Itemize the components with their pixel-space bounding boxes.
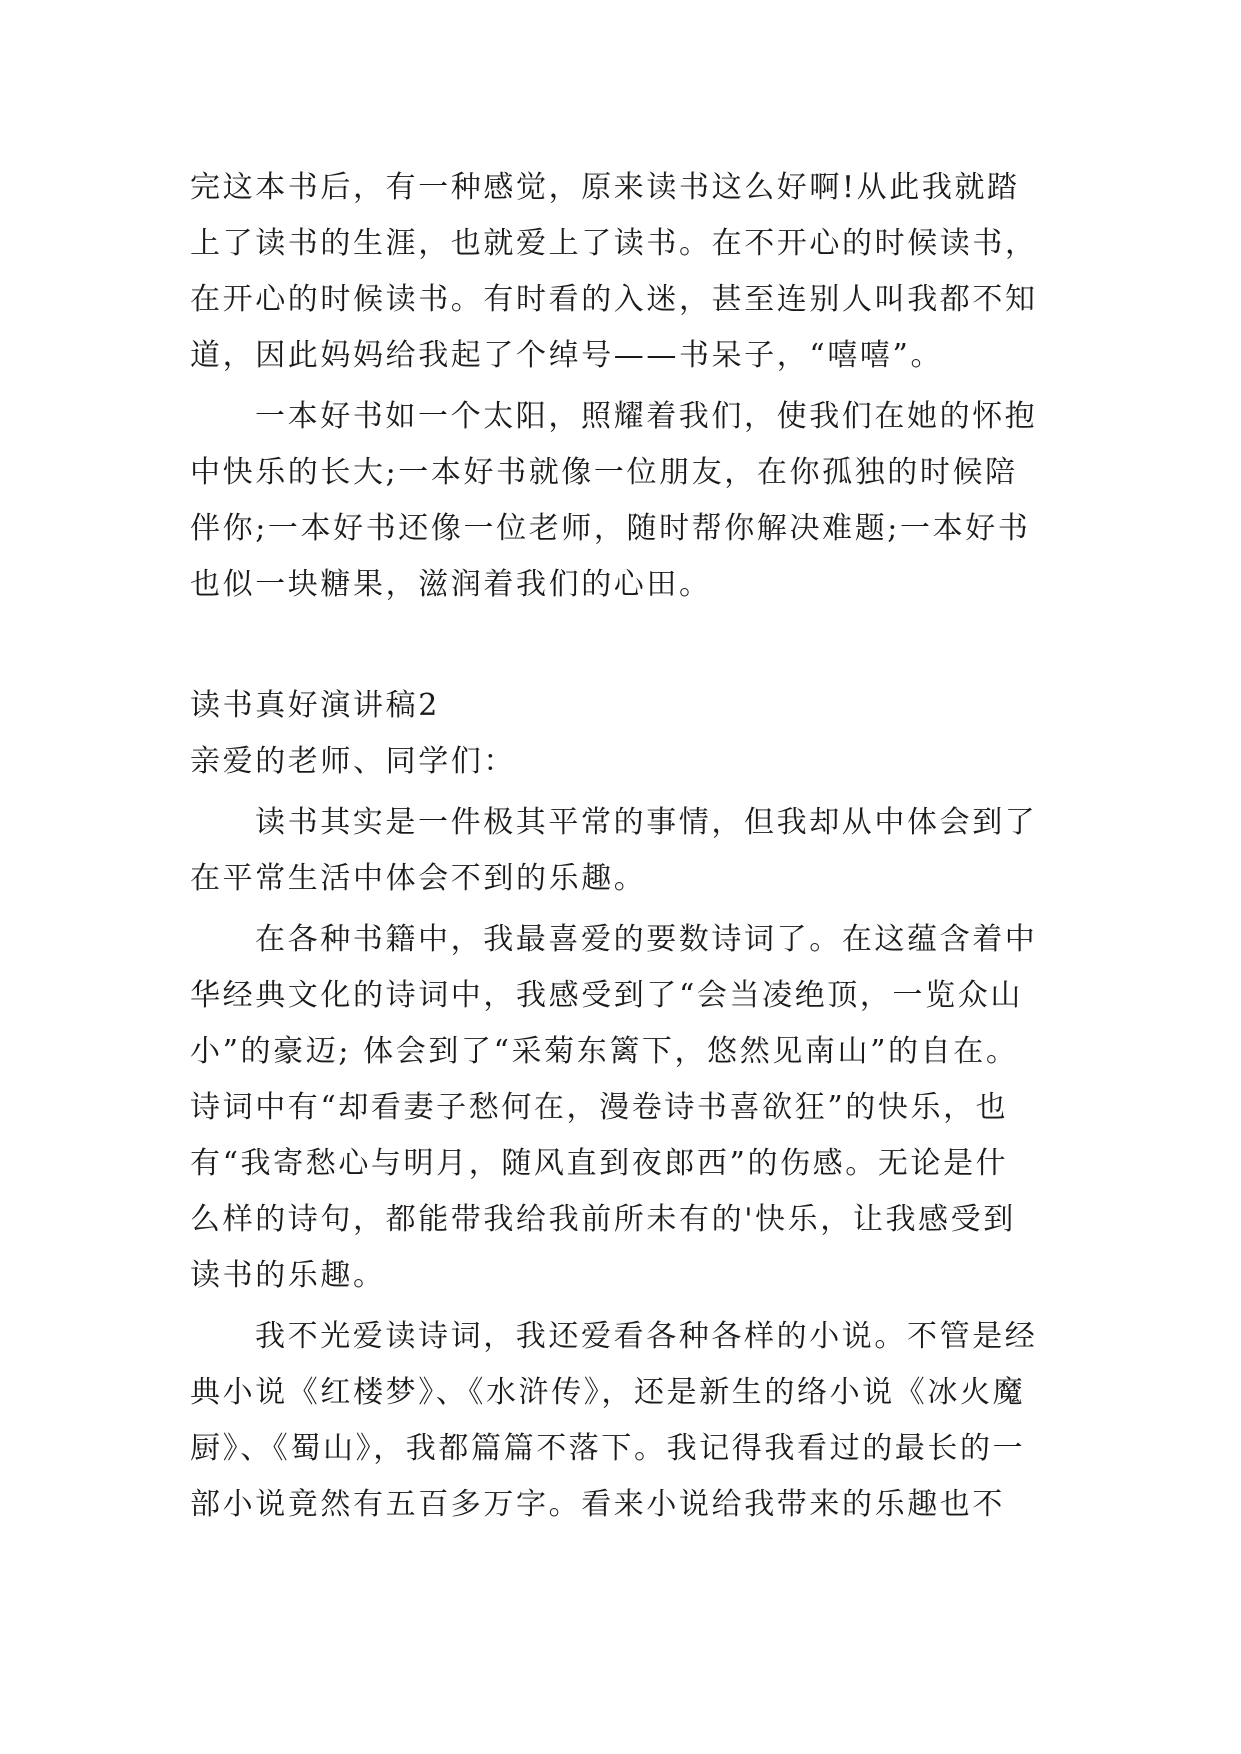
text-line: 上了读书的生涯，也就爱上了读书。在不开心的时候读书， <box>190 226 1038 261</box>
text-line: 伴你;一本好书还像一位老师，随时帮你解决难题;一本好书 <box>190 511 1031 546</box>
text-line: 一本好书如一个太阳，照耀着我们，使我们在她的怀抱 <box>255 399 1038 434</box>
text-line: 在开心的时候读书。有时看的入迷，甚至连别人叫我都不知 <box>190 282 1038 317</box>
text-line: 读书的乐趣。 <box>190 1258 386 1293</box>
text-line: 小”的豪迈; 体会到了“采菊东篱下，悠然见南山”的自在。 <box>190 1034 1019 1069</box>
text-line: 诗词中有“却看妻子愁何在，漫卷诗书喜欲狂”的快乐，也 <box>190 1090 1009 1125</box>
text-line: 有“我寄愁心与明月，随风直到夜郎西”的伤感。无论是什 <box>190 1146 1009 1181</box>
text-line: 我不光爱读诗词，我还爱看各种各样的小说。不管是经 <box>255 1319 1038 1354</box>
text-line: 华经典文化的诗词中，我感受到了“会当凌绝顶，一览众山 <box>190 978 1023 1013</box>
salutation: 亲爱的老师、同学们： <box>190 744 516 779</box>
section-heading: 读书真好演讲稿2 <box>190 688 440 723</box>
text-line: 在平常生活中体会不到的乐趣。 <box>190 861 647 896</box>
text-line: 厨》、《蜀山》，我都篇篇不落下。我记得我看过的最长的一 <box>190 1431 1026 1466</box>
text-line: 完这本书后，有一种感觉，原来读书这么好啊!从此我就踏 <box>190 170 1020 205</box>
text-line: 道，因此妈妈给我起了个绰号——书呆子，“嘻嘻”。 <box>190 338 944 373</box>
text-line: 在各种书籍中，我最喜爱的要数诗词了。在这蕴含着中 <box>255 922 1038 957</box>
text-line: 读书其实是一件极其平常的事情，但我却从中体会到了 <box>255 805 1038 840</box>
text-line: 典小说《红楼梦》、《水浒传》，还是新生的络小说《冰火魔 <box>190 1375 1026 1410</box>
text-line: 中快乐的长大;一本好书就像一位朋友，在你孤独的时候陪 <box>190 455 1018 490</box>
text-line: 也似一块糖果，滋润着我们的心田。 <box>190 567 712 602</box>
text-line: 部小说竟然有五百多万字。看来小说给我带来的乐趣也不 <box>190 1487 1005 1522</box>
text-line: 么样的诗句，都能带我给我前所未有的'快乐，让我感受到 <box>190 1202 1016 1237</box>
